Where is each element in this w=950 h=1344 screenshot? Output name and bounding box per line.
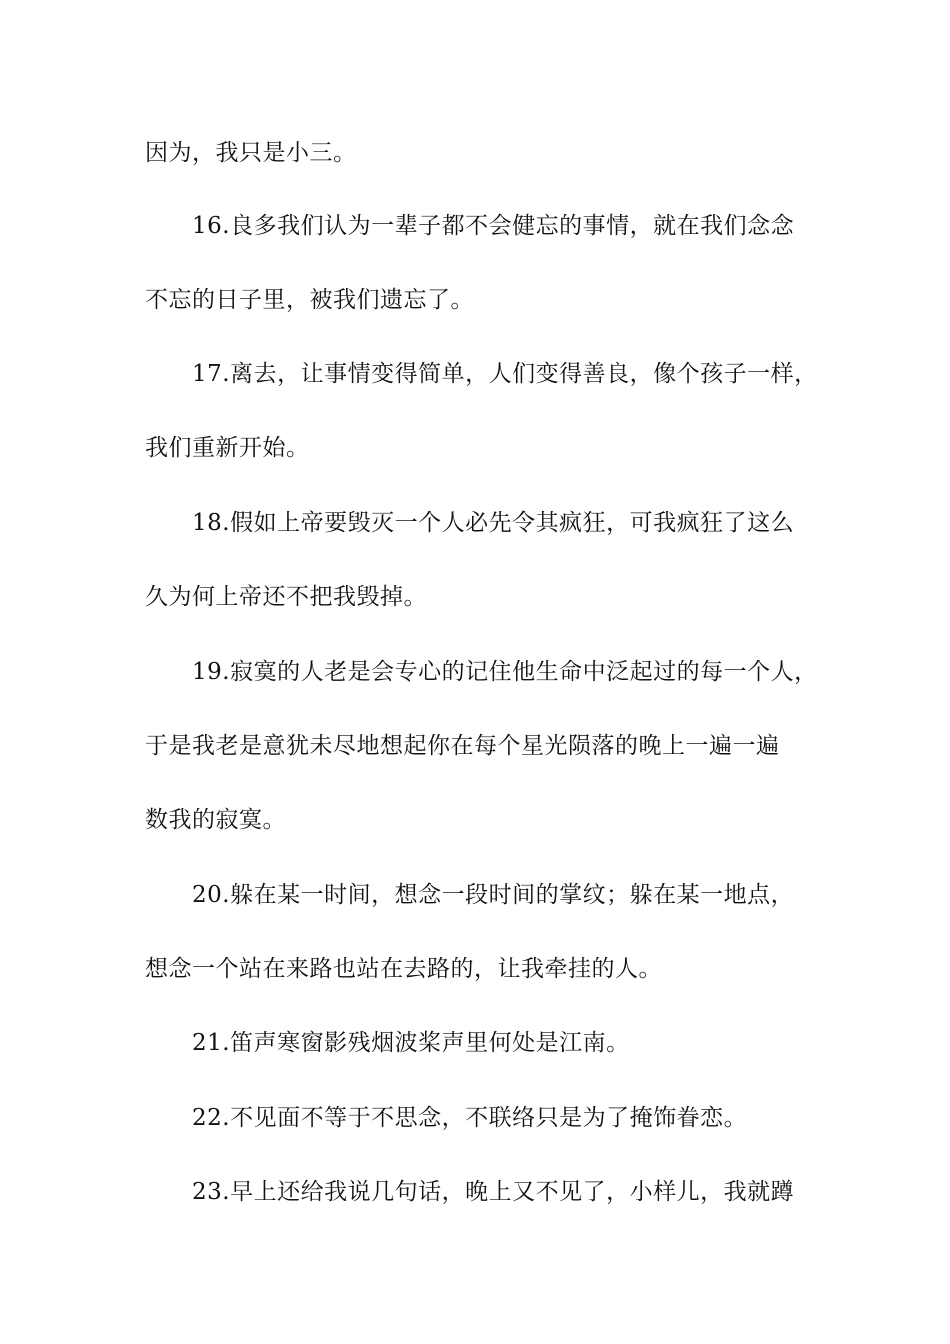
text-line: 不忘的日子里，被我们遗忘了。 (145, 287, 474, 313)
text-line: 我们重新开始。 (145, 435, 310, 461)
text-line: 19.寂寞的人老是会专心的记住他生命中泛起过的每一个人， (192, 659, 818, 685)
text-line: 17.离去，让事情变得简单，人们变得善良，像个孩子一样， (192, 361, 818, 387)
text-line: 16.良多我们认为一辈子都不会健忘的事情，就在我们念念 (192, 213, 795, 239)
text-line: 21.笛声寒窗影残烟波桨声里何处是江南。 (192, 1030, 630, 1056)
text-line: 想念一个站在来路也站在去路的，让我牵挂的人。 (145, 956, 662, 982)
text-line: 22.不见面不等于不思念，不联络只是为了掩饰眷恋。 (192, 1105, 748, 1131)
text-line: 23.早上还给我说几句话，晚上又不见了，小样儿，我就蹲 (192, 1179, 795, 1205)
text-line: 久为何上帝还不把我毁掉。 (145, 584, 427, 610)
text-line: 18.假如上帝要毁灭一个人必先令其疯狂，可我疯狂了这么 (192, 510, 795, 536)
text-line: 因为，我只是小三。 (145, 140, 357, 166)
text-line: 20.躲在某一时间，想念一段时间的掌纹；躲在某一地点， (192, 882, 795, 908)
text-line: 于是我老是意犹未尽地想起你在每个星光陨落的晚上一遍一遍 (145, 733, 780, 759)
text-line: 数我的寂寞。 (145, 807, 286, 833)
